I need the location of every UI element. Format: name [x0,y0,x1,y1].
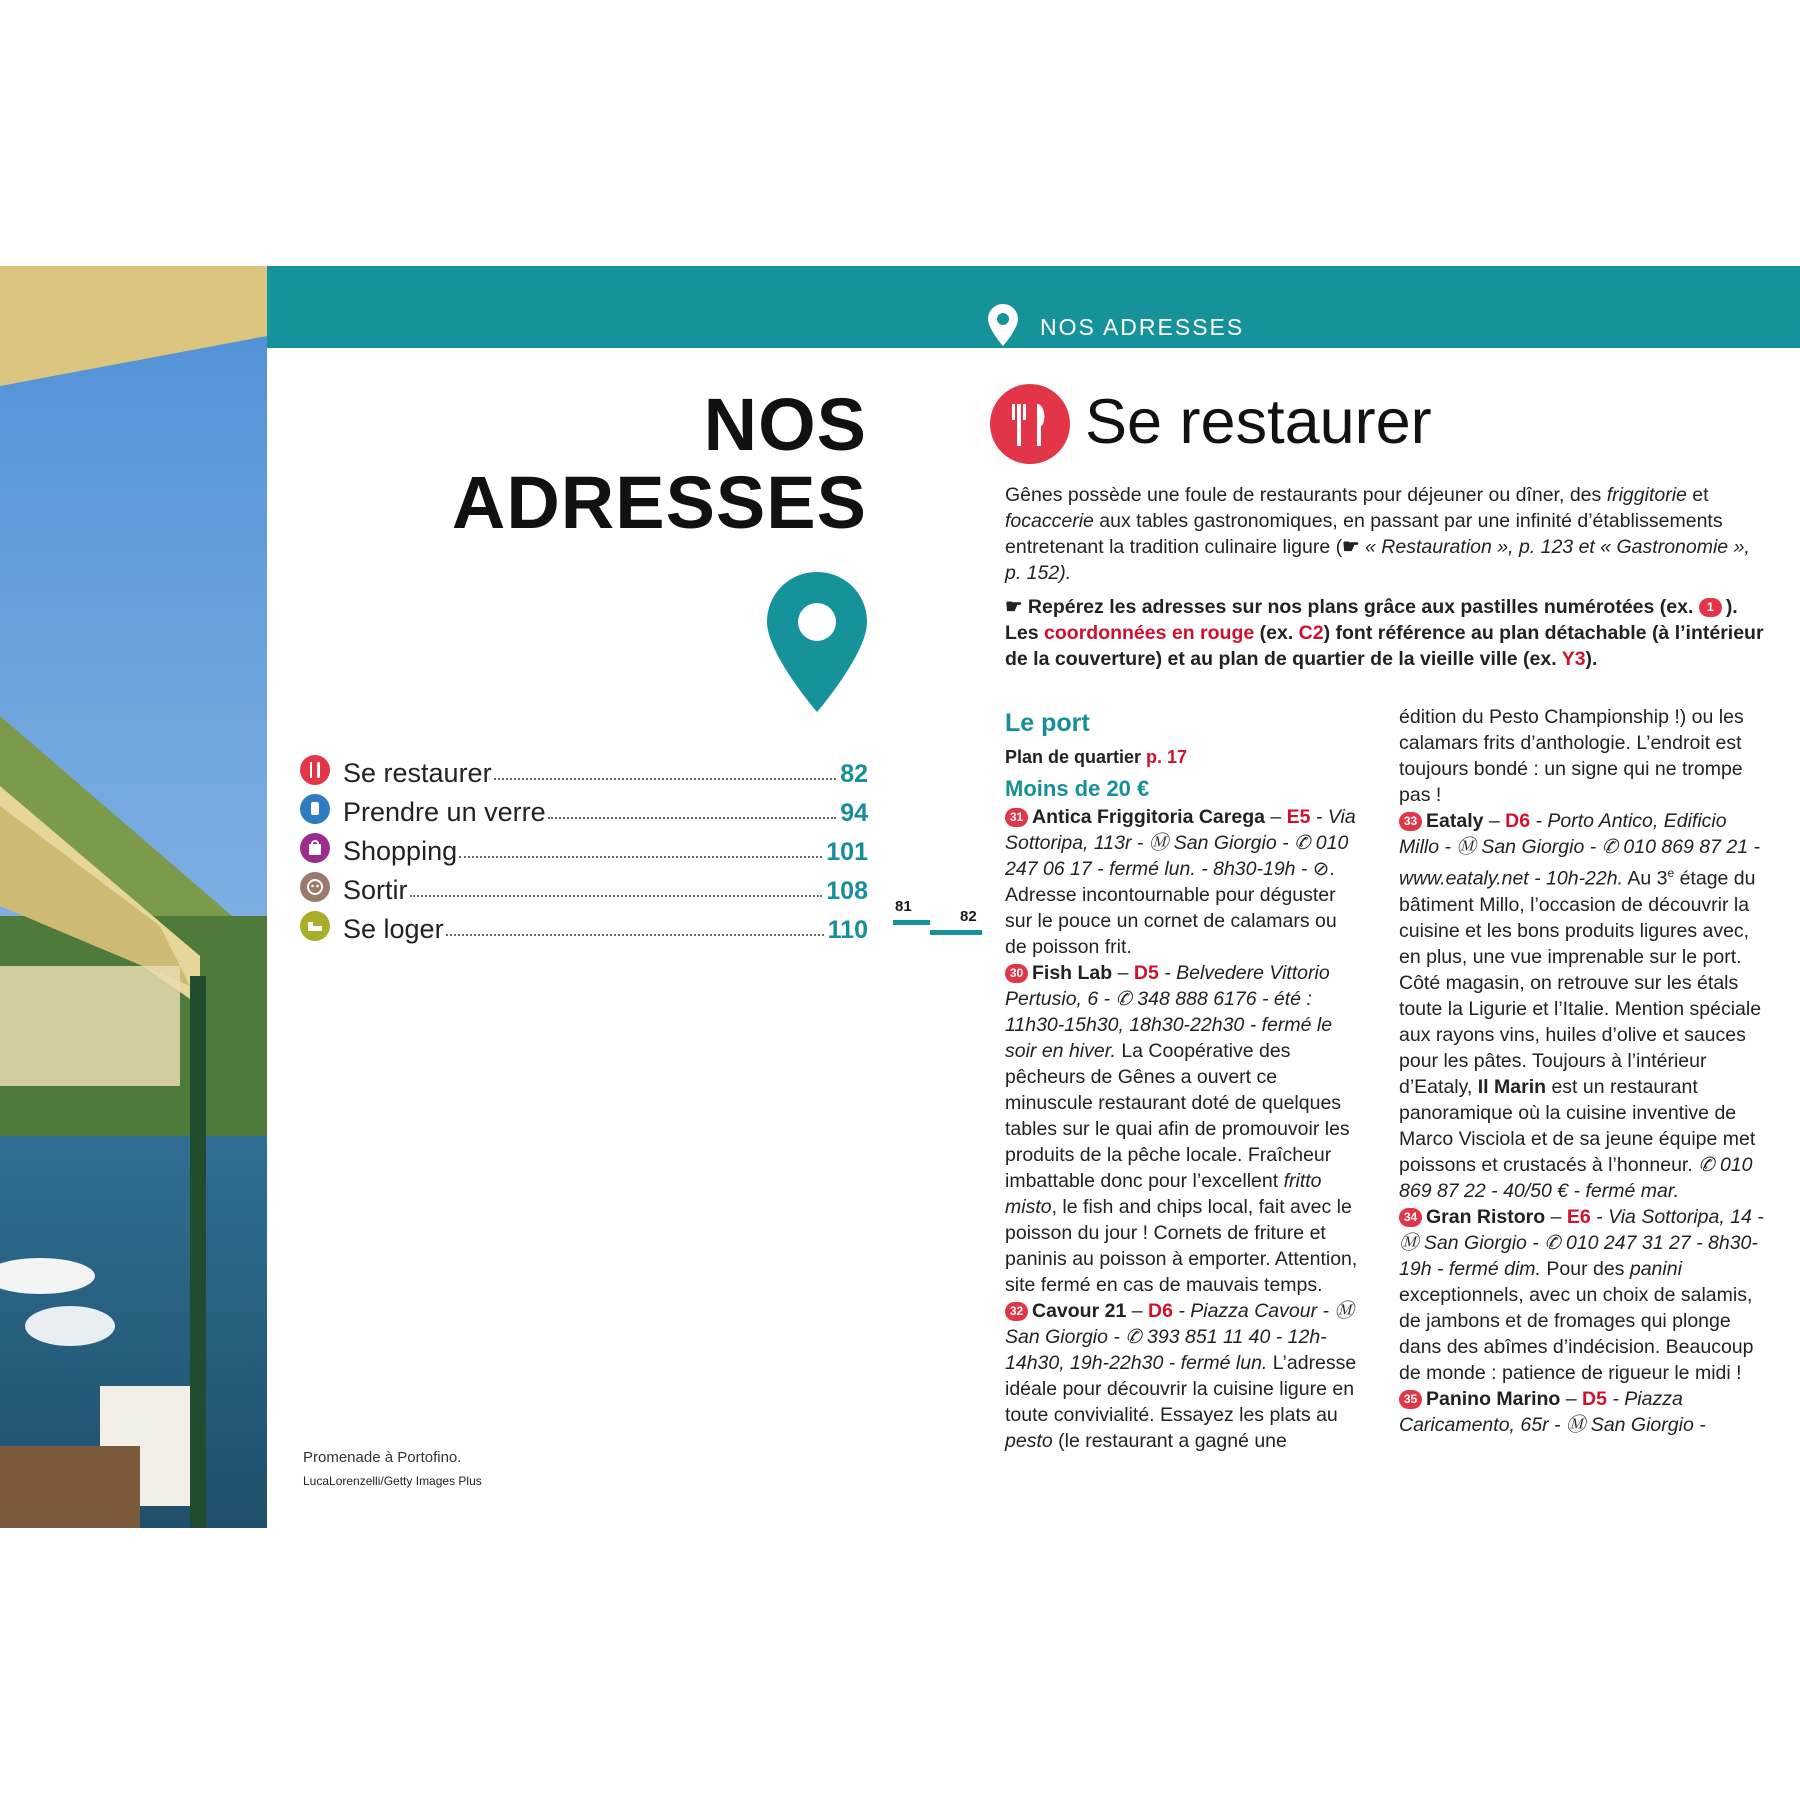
toc-label: Se restaurer [343,758,492,788]
toc-leader [494,778,837,780]
toc-page: 110 [827,916,868,944]
text-italic: pesto [1005,1430,1053,1452]
section-band-label: NOS ADRESSES [1040,314,1245,340]
map-coord: E6 [1566,1205,1591,1228]
toc-item-shopping[interactable] [300,828,868,867]
fork-knife-icon [300,755,330,785]
pastille-example: 1 [1699,598,1722,617]
text: – [1560,1387,1583,1410]
text: – [1545,1205,1567,1228]
toc-page: 101 [826,838,868,866]
superscript: e [1667,866,1675,880]
toc-leader [410,895,823,897]
toc-page: 108 [826,877,868,905]
pastille: 30 [1005,964,1028,983]
toc-page: 82 [840,760,868,788]
intro-text [1005,482,1765,680]
location-pin-icon [767,572,867,712]
page-title-line2: ADRESSES [451,461,867,544]
text: aux tables gastronomiques, en passant par une infinité d’établissements entretenant la tradition culinaire ligure ( [1005,510,1723,558]
toc-item-se-loger[interactable] [300,906,868,945]
toc-item-se-restaurer[interactable] [300,750,868,789]
text: ). Les [1005,596,1738,644]
left-header-band [267,266,931,348]
page-number-left: 81 [895,898,912,915]
map-coord: D5 [1133,962,1159,984]
listing-entry [1399,808,1769,1204]
listing-column-1 [1005,706,1360,1454]
listing-text: exceptionnels, avec un choix de salamis, de jambons et de fromages qui plonge dans des abîmes d’indécision. Beaucoup de monde : patience de rigueur le midi ! [1399,1283,1754,1384]
toc-label: Se loger [343,914,444,944]
pastille: 31 [1005,808,1028,827]
text-italic: friggitorie [1606,484,1687,506]
text-italic: focaccerie [1005,510,1094,532]
photo-credit: LucaLorenzelli/Getty Images Plus [303,1474,482,1488]
toc-label: Prendre un verre [343,797,546,827]
listing-text: est un restaurant panoramique où la cuisine inventive de Marco Visciola et de sa jeune équipe met poissons et crustacés à l’honneur. [1399,1075,1756,1176]
listing-info: ✆ 010 869 87 22 - 40/50 € - fermé mar. [1399,1153,1753,1202]
see-also-icon: ☛ [1342,536,1366,558]
bag-icon [300,833,330,863]
text-bold: Il Marin [1477,1075,1547,1098]
coord-example: Y3 [1561,648,1586,670]
page-title [267,383,867,544]
pastille: 32 [1005,1302,1028,1321]
listing-entry [1005,804,1360,960]
listing-entry [1005,1298,1360,1454]
mask-icon [300,872,330,902]
pastille: 34 [1399,1208,1422,1227]
page-spread [0,266,1800,1528]
no-card-icon: ⊘ [1312,858,1330,880]
text: – [1483,810,1506,832]
toc-item-prendre-un-verre[interactable] [300,789,868,828]
see-also-icon: ☛ [1005,596,1028,618]
text: ) font référence au plan détachable (à l’intérieur de la couverture) et au plan de quartier de la vieille ville (ex. [1005,622,1764,670]
plan-reference [1005,744,1360,770]
listing-column-2 [1399,704,1769,1438]
portofino-photo [0,266,267,1528]
listing-text: L’adresse idéale pour découvrir la cuisine ligure en toute convivialité. Essayez les plats au [1005,1352,1357,1426]
listing-text: . Adresse incontournable pour déguster sur le pouce un cornet de calamars ou de poisson frit. [1005,858,1337,958]
listing-name: Cavour 21 [1032,1300,1127,1322]
map-coord: D6 [1147,1300,1173,1322]
text: et [1686,484,1709,506]
area-heading: Le port [1005,709,1090,737]
plan-page-link[interactable]: p. 17 [1146,747,1188,767]
listing-text: étage du bâtiment Millo, l’occasion de découvrir la cuisine et les bons produits ligures avec, en plus, une vue imprenable sur le port. Côté magasin, on retrouve sur les étals toute la Ligurie et l’Italie. Mention spéciale aux rayons vins, huiles d’olive et sauces pour les pâtes. Toujours à l’intérieur d’Eataly, [1399,867,1762,1098]
listing-entry [1005,960,1360,1298]
toc-label: Sortir [343,875,408,905]
bed-icon [300,911,330,941]
listing-text: (le restaurant a gagné une [1052,1430,1287,1452]
folio-bar-right [930,930,982,935]
listing-name: Antica Friggitoria Carega [1032,806,1265,828]
text: Plan de quartier [1005,747,1147,767]
listing-info: - Piazza Caricamento, 65r - Ⓜ San Giorgio - [1399,1387,1706,1436]
toc-leader [548,817,837,819]
section-title: Se restaurer [1085,387,1432,457]
listing-name: Panino Marino [1426,1387,1561,1410]
text: Gênes possède une foule de restaurants pour déjeuner ou dîner, des [1005,484,1607,506]
toc-leader [459,856,822,858]
intro-note [1005,594,1765,672]
listing-text: Au 3 [1623,867,1668,890]
pastille: 35 [1399,1390,1422,1409]
intro-paragraph [1005,482,1765,586]
listing-entry [1399,1386,1769,1438]
coord-example: C2 [1298,622,1324,644]
listing-info: - Via Sottoripa, 113r - Ⓜ San Giorgio - ✆ 010 247 06 17 - fermé lun. - 8h30-19h - [1005,806,1356,880]
page-title-line1: NOS [703,383,867,466]
toc-item-sortir[interactable] [300,867,868,906]
text-italic: fritto misto [1005,1170,1322,1218]
page-number-right: 82 [960,908,977,925]
listing-text: , le fish and chips local, fait avec le poisson du jour ! Cornets de friture et paninis au poisson à emporter. Attention, site fermé en cas de mauvais temps. [1005,1196,1358,1296]
map-coord: D6 [1505,810,1531,832]
folio-bar-left [893,920,930,925]
listing-info: - Piazza Cavour - Ⓜ San Giorgio - ✆ 393 851 11 40 - 12h-14h30, 19h-22h30 - fermé lun. [1005,1300,1354,1374]
toc-leader [446,934,824,936]
listing-info: - Porto Antico, Edificio Millo - Ⓜ San Giorgio - ✆ 010 869 87 21 - www.eataly.net - 10h-22h. [1399,810,1761,890]
listing-text: La Coopérative des pêcheurs de Gênes a ouvert ce minuscule restaurant doté de quelques tables sur le quai afin de promouvoir les produits de la pêche locale. Fraîcheur imbattable donc pour l’excellent [1005,1040,1350,1192]
listing-info: - Belvedere Vittorio Pertusio, 6 - ✆ 348 888 6176 - été : 11h30-15h30, 18h30-22h30 - fermé le soir en hiver. [1005,962,1333,1062]
text: (ex. [1254,622,1299,644]
listing-name: Fish Lab [1032,962,1113,984]
listing-text: Pour des [1540,1257,1630,1280]
text: Repérez les adresses sur nos plans grâce aux pastilles numérotées (ex. [1027,596,1699,618]
text: – [1112,962,1134,984]
listing-name: Gran Ristoro [1426,1205,1546,1228]
text-red: coordonnées en rouge [1044,622,1255,644]
listing-entry [1399,1204,1769,1386]
location-pin-icon [988,304,1018,346]
text-italic: panini [1629,1257,1682,1280]
text: – [1264,806,1287,828]
text: ). [1585,648,1598,670]
listing-info: - Via Sottoripa, 14 - Ⓜ San Giorgio - ✆ 010 247 31 27 - 8h30-19h - fermé dim. [1399,1205,1764,1280]
map-coord: E5 [1286,806,1311,828]
price-heading: Moins de 20 € [1005,776,1150,801]
text: – [1126,1300,1148,1322]
map-coord: D5 [1582,1387,1607,1410]
text-italic: « Restauration », p. 123 et « Gastronomie », p. 152). [1005,536,1750,584]
toc-page: 94 [840,799,868,827]
listing-continuation: édition du Pesto Championship !) ou les calamars frits d’anthologie. L’endroit est toujours bondé : un signe qui ne trompe pas ! [1399,706,1744,806]
toc-label: Shopping [343,836,458,866]
photo-caption: Promenade à Portofino. [303,1449,462,1466]
fork-knife-icon [990,384,1070,464]
listing-name: Eataly [1426,810,1484,832]
table-of-contents [300,750,868,945]
glass-icon [300,794,330,824]
pastille: 33 [1399,812,1422,831]
